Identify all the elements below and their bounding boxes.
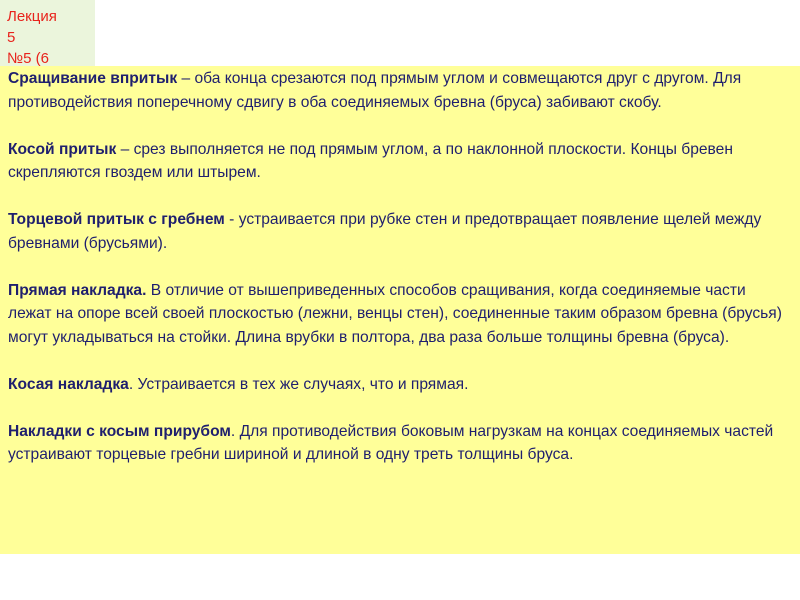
lecture-label-line1: Лекция (7, 8, 57, 25)
desc-end-butt-ridge: - устраивается при рубке стен и предотвращает появление щелей между бревнами (брусьями). (8, 211, 762, 252)
desc-butt-splice: – оба конца срезаются под прямым углом и совмещаются друг с другом. Для противодействия поперечному сдвигу в оба соединяемых бревна (бруса) забивают скобу. (8, 70, 742, 111)
term-straight-lap: Прямая накладка. (8, 281, 147, 299)
paragraph-lap-oblique-notch (8, 420, 790, 467)
desc-lap-oblique-notch: . Для противодействия боковым нагрузкам на концах соединяемых частей устраивают торцевые гребни шириной и длиной в одну треть толщины бруса. (8, 422, 774, 463)
paragraph-gap (8, 255, 790, 279)
paragraph-oblique-lap (8, 373, 790, 397)
term-end-butt-ridge: Торцевой притык с гребнем (8, 211, 225, 228)
lecture-label-line3: №5 (6 (7, 50, 49, 66)
desc-straight-lap: В отличие от вышеприведенных способов сращивания, когда соединяемые части лежат на опоре всей своей плоскостью (лежни, венцы стен), соединенные таким образом бревна (брусья) могут укладываться на стойки. Длина врубки в полтора, два раза больше толщины бревна (бруса). (8, 281, 782, 346)
paragraph-gap (8, 349, 790, 373)
paragraph-oblique-butt (8, 138, 790, 185)
lecture-number-label (0, 0, 95, 66)
paragraph-gap (8, 114, 790, 138)
lecture-label-line2: 5 (7, 29, 16, 46)
desc-oblique-lap: . Устраивается в тех же случаях, что и прямая. (128, 375, 469, 393)
lecture-text-box (0, 66, 800, 554)
paragraph-butt-splice (8, 67, 790, 114)
term-butt-splice: Сращивание впритык (8, 70, 178, 87)
desc-oblique-butt: – срез выполняется не под прямым углом, а по наклонной плоскости. Концы бревен скрепляются гвоздем или штырем. (8, 140, 733, 181)
paragraph-gap (8, 396, 790, 420)
paragraph-end-butt-ridge (8, 208, 790, 255)
paragraph-gap (8, 185, 790, 209)
term-lap-oblique-notch: Накладки с косым прирубом (8, 422, 231, 440)
paragraph-straight-lap (8, 279, 790, 350)
term-oblique-butt: Косой притык (8, 140, 117, 158)
term-oblique-lap: Косая накладка (8, 375, 129, 393)
